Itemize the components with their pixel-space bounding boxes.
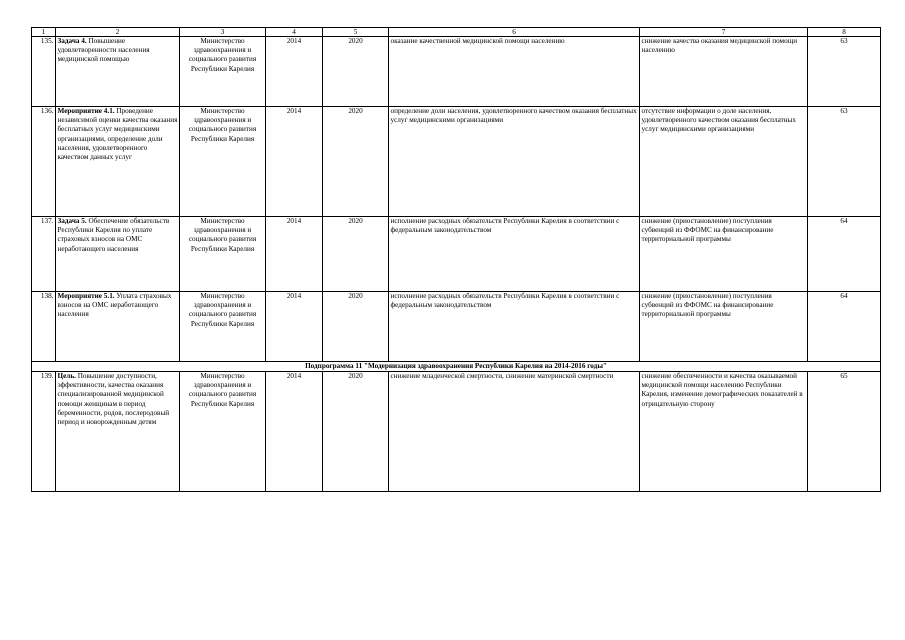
row-title-label: Мероприятие 4.1. xyxy=(57,107,115,115)
row-end-year: 2020 xyxy=(323,372,389,492)
row-end-year: 2020 xyxy=(323,107,389,217)
table-row xyxy=(32,107,881,217)
table-row xyxy=(32,292,881,362)
row-expected-result: исполнение расходных обязательств Республики Карелия в соответствии с федеральным законодательством xyxy=(389,217,640,292)
row-executor: Министерство здравоохранения и социального развития Республики Карелия xyxy=(180,372,266,492)
row-end-year: 2020 xyxy=(323,217,389,292)
col-number: 1 xyxy=(32,28,56,37)
row-consequence: снижение обеспеченности и качества оказываемой медицинской помощи населению Республики Карелия, изменение демографических показателей в отрицательную сторону xyxy=(640,372,808,492)
row-ref: 63 xyxy=(808,107,881,217)
row-end-year: 2020 xyxy=(323,37,389,107)
row-number: 138. xyxy=(32,292,56,362)
row-title-text: Повышение удовлетворенности населения медицинской помощью xyxy=(57,37,150,64)
row-consequence: снижение (приостановление) поступления субвенций из ФФОМС на финансирование территориальной программы xyxy=(640,292,808,362)
row-number: 137. xyxy=(32,217,56,292)
col-number: 6 xyxy=(389,28,640,37)
table-row xyxy=(32,37,881,107)
row-title-label: Цель. xyxy=(57,372,76,380)
row-expected-result: снижение младенческой смертности, снижение материнской смертности xyxy=(389,372,640,492)
row-start-year: 2014 xyxy=(266,37,323,107)
row-ref: 63 xyxy=(808,37,881,107)
row-title xyxy=(56,217,180,292)
row-title xyxy=(56,292,180,362)
row-ref: 65 xyxy=(808,372,881,492)
row-end-year: 2020 xyxy=(323,292,389,362)
col-number: 7 xyxy=(640,28,808,37)
row-expected-result: оказание качественной медицинской помощи населению xyxy=(389,37,640,107)
col-number: 4 xyxy=(266,28,323,37)
col-number: 2 xyxy=(56,28,180,37)
row-start-year: 2014 xyxy=(266,372,323,492)
row-number: 135. xyxy=(32,37,56,107)
measures-table xyxy=(31,27,881,492)
row-executor: Министерство здравоохранения и социального развития Республики Карелия xyxy=(180,217,266,292)
table-row xyxy=(32,217,881,292)
row-number: 136. xyxy=(32,107,56,217)
row-expected-result: исполнение расходных обязательств Республики Карелия в соответствии с федеральным законодательством xyxy=(389,292,640,362)
row-title-text: Уплата страховых взносов на ОМС неработающего населения xyxy=(57,292,172,319)
row-title xyxy=(56,37,180,107)
row-title xyxy=(56,372,180,492)
row-start-year: 2014 xyxy=(266,107,323,217)
row-title-label: Задача 5. xyxy=(57,217,87,225)
row-consequence: снижение качества оказания медицинской помощи населению xyxy=(640,37,808,107)
row-ref: 64 xyxy=(808,217,881,292)
row-title-text: Проведение независимой оценки качества оказания бесплатных услуг медицинскими организациями, определение доли населения, удовлетворенного качеством данных услуг xyxy=(57,107,178,162)
subprogram-row xyxy=(32,362,881,372)
row-consequence: снижение (приостановление) поступления субвенций из ФФОМС на финансирование территориальной программы xyxy=(640,217,808,292)
row-title-text: Повышение доступности, эффективности, качества оказания специализированной медицинской помощи женщинам в период беременности, родов, послеродовый период и новорожденным детям xyxy=(57,372,170,427)
row-title-label: Задача 4. xyxy=(57,37,87,45)
row-start-year: 2014 xyxy=(266,292,323,362)
row-executor: Министерство здравоохранения и социального развития Республики Карелия xyxy=(180,37,266,107)
col-number: 5 xyxy=(323,28,389,37)
row-executor: Министерство здравоохранения и социального развития Республики Карелия xyxy=(180,107,266,217)
column-number-row xyxy=(32,28,881,37)
row-consequence: отсутствие информации о доле населения, удовлетворенного качеством оказания бесплатных услуг медицинскими организациями xyxy=(640,107,808,217)
table-row xyxy=(32,372,881,492)
row-start-year: 2014 xyxy=(266,217,323,292)
row-title xyxy=(56,107,180,217)
row-number: 139. xyxy=(32,372,56,492)
row-expected-result: определение доли населения, удовлетворенного качеством оказания бесплатных услуг медицинскими организациями xyxy=(389,107,640,217)
row-title-label: Мероприятие 5.1. xyxy=(57,292,115,300)
subprogram-title: Подпрограмма 11 "Модернизация здравоохранения Республики Карелия на 2014-2016 годы" xyxy=(32,362,881,372)
row-executor: Министерство здравоохранения и социального развития Республики Карелия xyxy=(180,292,266,362)
col-number: 8 xyxy=(808,28,881,37)
row-title-text: Обеспечение обязательств Республики Карелия по уплате страховых взносов на ОМС неработающего населения xyxy=(57,217,170,253)
col-number: 3 xyxy=(180,28,266,37)
row-ref: 64 xyxy=(808,292,881,362)
